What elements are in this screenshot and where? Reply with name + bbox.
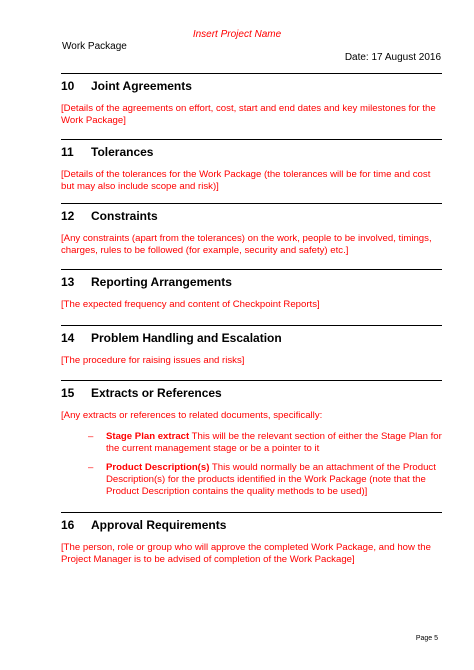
section-divider (61, 512, 442, 513)
item-title: Product Description(s) (106, 462, 210, 473)
section-divider (61, 139, 442, 140)
section-heading (61, 331, 442, 345)
section-number: 15 (61, 386, 75, 400)
list-item (61, 462, 442, 498)
section-heading (61, 79, 442, 93)
bullet-dash: – (88, 462, 94, 473)
section-body: [The procedure for raising issues and risks] (61, 355, 245, 366)
section-number: 12 (61, 209, 75, 223)
project-name: Insert Project Name (192, 29, 282, 40)
item-text: This would normally be an attachment of the Product Description(s) for the products identified in the Work Package (note that the Product Description contains the quality methods to be used)] (106, 462, 436, 497)
list-item (61, 431, 442, 455)
section-body: [The person, role or group who will approve the completed Work Package, and how the Project Manager is to be advised of completion of the Work Package] (61, 542, 431, 565)
section-divider (61, 325, 442, 326)
document-date: Date: 17 August 2016 (344, 52, 441, 63)
section-number: 16 (61, 518, 75, 532)
section-divider (61, 269, 442, 270)
section-heading (61, 145, 442, 159)
section-title: Reporting Arrangements (91, 275, 232, 289)
section-title: Constraints (91, 209, 158, 223)
section-divider (61, 380, 442, 381)
section-reporting-arrangements (61, 269, 442, 311)
page-number: Page 5 (415, 635, 438, 642)
section-title: Approval Requirements (91, 518, 227, 532)
section-heading (61, 275, 442, 289)
section-tolerances (61, 139, 442, 193)
section-body: [The expected frequency and content of Checkpoint Reports] (61, 299, 320, 310)
reference-list (61, 431, 442, 498)
section-number: 14 (61, 331, 75, 345)
section-number: 11 (61, 145, 74, 159)
section-title: Problem Handling and Escalation (91, 331, 282, 345)
section-constraints (61, 203, 442, 257)
section-heading (61, 518, 442, 532)
section-heading (61, 386, 442, 400)
section-divider (61, 73, 442, 74)
section-body: [Any extracts or references to related documents, specifically: (61, 410, 323, 421)
section-joint-agreements (61, 73, 442, 127)
section-number: 13 (61, 275, 75, 289)
section-extracts-references (61, 380, 442, 505)
section-approval-requirements (61, 512, 442, 566)
section-number: 10 (61, 79, 75, 93)
section-body: [Any constraints (apart from the tolerances) on the work, people to be involved, timings, charges, rules to be followed (for example, security and safety) etc.] (61, 233, 432, 256)
section-title: Extracts or References (91, 386, 222, 400)
section-title: Tolerances (91, 145, 154, 159)
section-divider (61, 203, 442, 204)
section-body: [Details of the tolerances for the Work Package (the tolerances will be for time and cost but may also include scope and risk)] (61, 169, 431, 192)
item-text: This will be the relevant section of either the Stage Plan for the current management stage or be a pointer to it (106, 431, 442, 454)
item-title: Stage Plan extract (106, 431, 190, 442)
section-problem-handling (61, 325, 442, 367)
section-heading (61, 209, 442, 223)
bullet-dash: – (88, 431, 94, 442)
section-title: Joint Agreements (91, 79, 192, 93)
section-body: [Details of the agreements on effort, cost, start and end dates and key milestones for the Work Package] (61, 103, 436, 126)
work-package-label: Work Package (62, 41, 127, 52)
